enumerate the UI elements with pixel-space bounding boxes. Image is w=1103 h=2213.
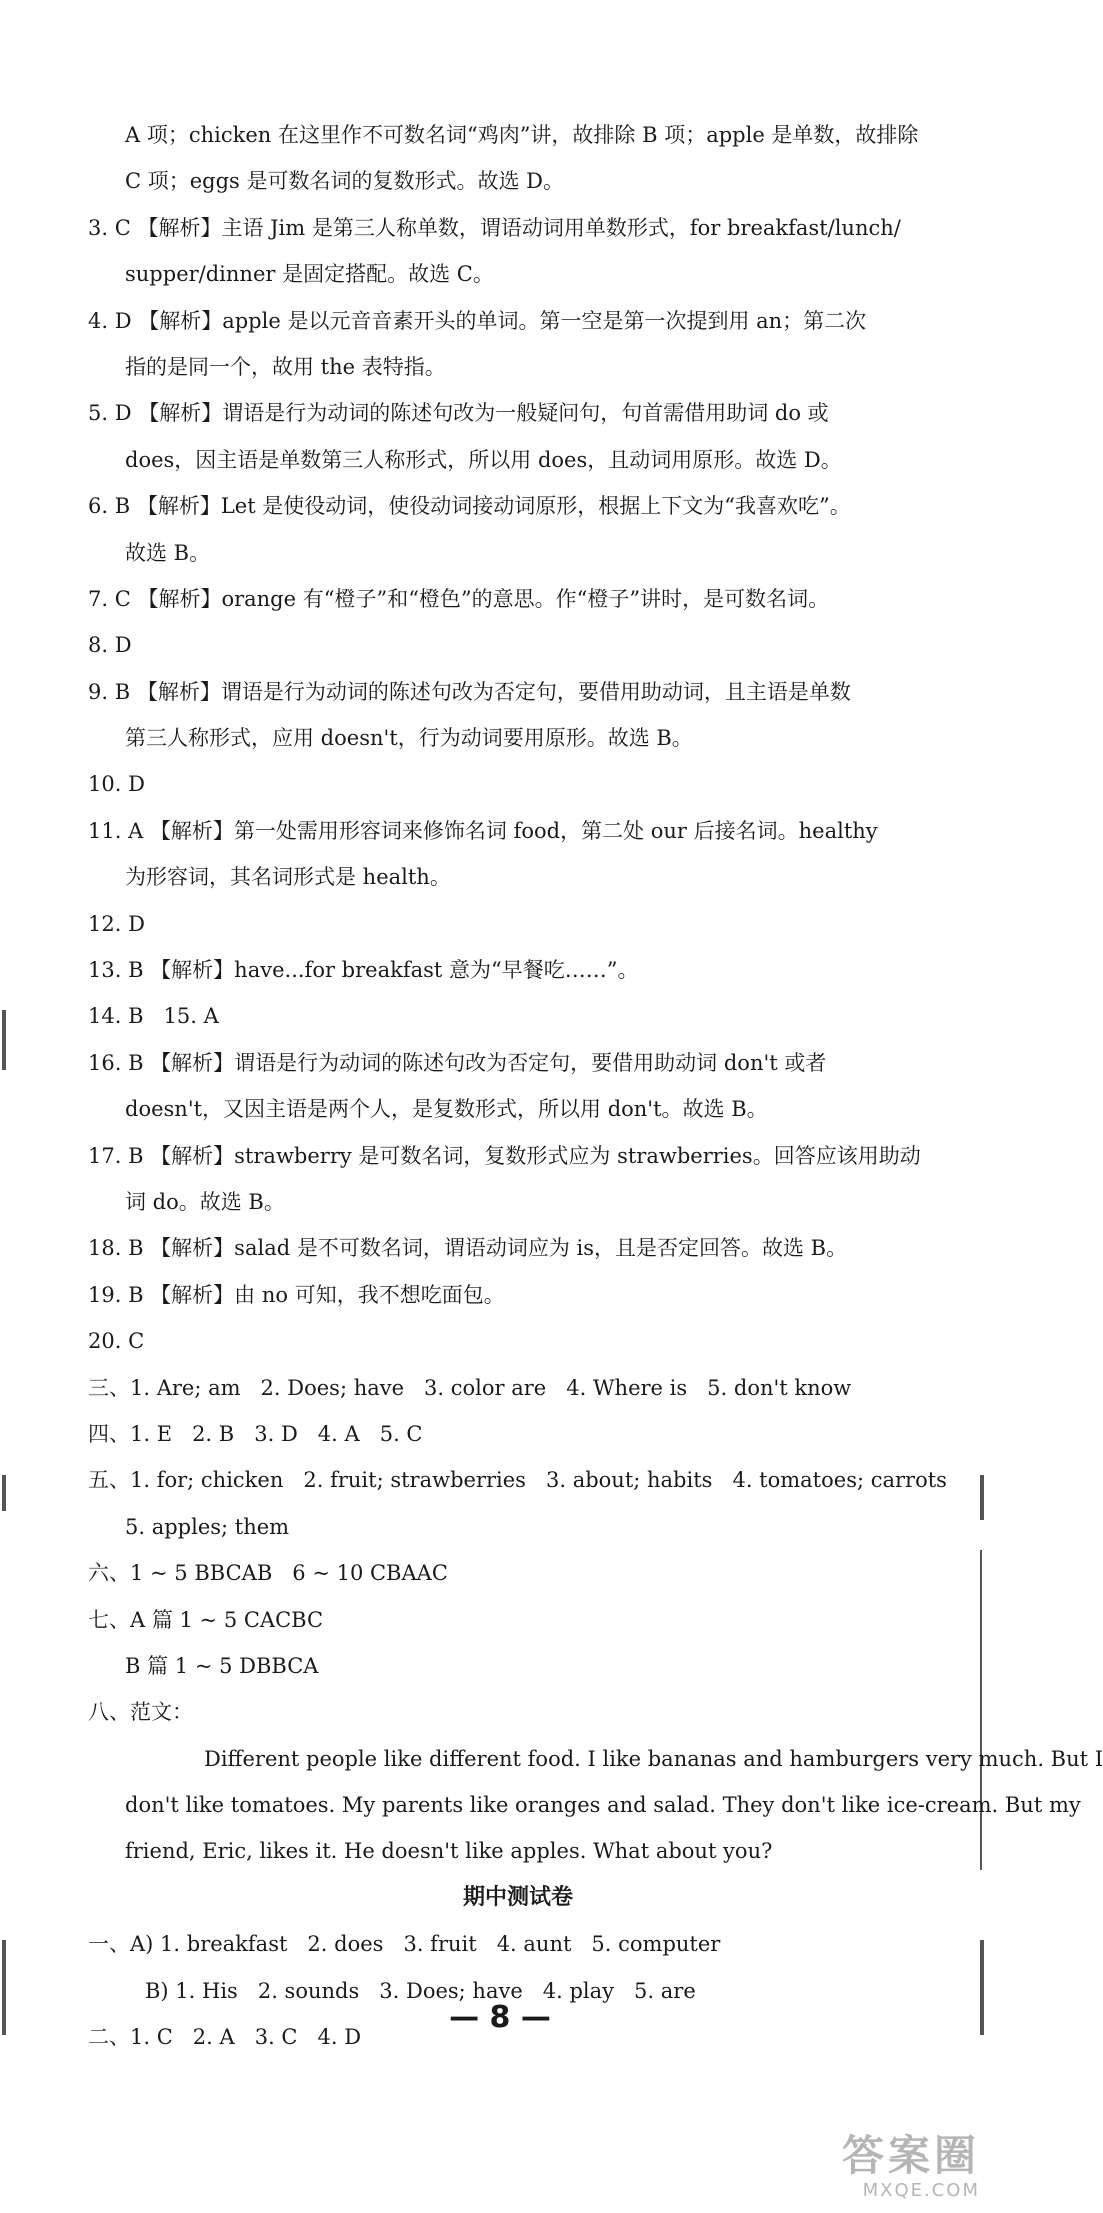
- section-heading: 期中测试卷: [462, 1884, 573, 1910]
- text-line: 八、范文：: [88, 1700, 193, 1725]
- text-line: C 项；eggs 是可数名词的复数形式。故选 D。: [125, 169, 565, 194]
- text-line: 5. D 【解析】谓语是行为动词的陈述句改为一般疑问句，句首需借用助词 do 或: [88, 401, 829, 426]
- text-line: 七、A 篇 1 ~ 5 CACBC: [88, 1607, 324, 1632]
- text-line: 三、1. Are; am 2. Does; have 3. color are 4. Where is 5. don't know: [88, 1375, 852, 1400]
- text-line: 9. B 【解析】谓语是行为动词的陈述句改为否定句，要借用助动词，且主语是单数: [88, 679, 851, 704]
- text-line: 20. C: [88, 1329, 145, 1354]
- text-line: 故选 B。: [125, 540, 211, 565]
- text-line: 19. B 【解析】由 no 可知，我不想吃面包。: [88, 1282, 505, 1307]
- text-line: Different people like different food. I like bananas and hamburgers very much. But I: [204, 1746, 1103, 1771]
- text-line: 13. B 【解析】have...for breakfast 意为“早餐吃……”。: [88, 958, 639, 983]
- text-line: 16. B 【解析】谓语是行为动词的陈述句改为否定句，要借用助动词 don't 或者: [88, 1050, 827, 1075]
- text-line: 6. B 【解析】Let 是使役动词，使役动词接动词原形，根据上下文为“我喜欢吃”。: [88, 494, 851, 519]
- text-line: 10. D: [88, 772, 145, 797]
- page-number: — 8 —: [449, 2000, 551, 2035]
- site-watermark: [842, 2132, 980, 2201]
- text-line: 四、1. E 2. B 3. D 4. A 5. C: [88, 1421, 423, 1446]
- left-binding-edge: [2, 0, 20, 2213]
- text-line: doesn't，又因主语是两个人，是复数形式，所以用 don't。故选 B。: [125, 1097, 768, 1122]
- text-line: 第三人称形式，应用 doesn't，行为动词要用原形。故选 B。: [125, 726, 693, 751]
- text-line: 12. D: [88, 911, 145, 936]
- text-line: 17. B 【解析】strawberry 是可数名词，复数形式应为 strawberries。回答应该用助动: [88, 1143, 921, 1168]
- text-line: 4. D 【解析】apple 是以元音音素开头的单词。第一空是第一次提到用 an；第二次: [88, 308, 867, 333]
- answer-text-block: [88, 112, 1103, 2060]
- watermark-url: MXQE.COM: [862, 2180, 980, 2201]
- text-line: don't like tomatoes. My parents like oranges and salad. They don't like ice-cream. But my: [125, 1793, 1081, 1818]
- text-line: 18. B 【解析】salad 是不可数名词，谓语动词应为 is，且是否定回答。故选 B。: [88, 1236, 848, 1261]
- text-line: 指的是同一个，故用 the 表特指。: [125, 354, 446, 379]
- text-line: 8. D: [88, 633, 132, 658]
- text-line: B) 1. His 2. sounds 3. Does; have 4. play 5. are: [145, 1978, 696, 2003]
- text-line: 一、A) 1. breakfast 2. does 3. fruit 4. aunt 5. computer: [88, 1932, 721, 1957]
- text-line: B 篇 1 ~ 5 DBBCA: [125, 1653, 319, 1678]
- text-line: 14. B 15. A: [88, 1004, 219, 1029]
- text-line: 7. C 【解析】orange 有“橙子”和“橙色”的意思。作“橙子”讲时，是可数名词。: [88, 586, 830, 611]
- text-line: 词 do。故选 B。: [125, 1189, 285, 1214]
- text-line: 六、1 ~ 5 BBCAB 6 ~ 10 CBAAC: [88, 1561, 448, 1586]
- text-line: 11. A 【解析】第一处需用形容词来修饰名词 food，第二处 our 后接名词。healthy: [88, 818, 878, 843]
- text-line: 二、1. C 2. A 3. C 4. D: [88, 2025, 362, 2050]
- text-line: does，因主语是单数第三人称形式，所以用 does，且动词用原形。故选 D。: [125, 447, 842, 472]
- text-line: supper/dinner 是固定搭配。故选 C。: [125, 262, 494, 287]
- text-line: friend, Eric, likes it. He doesn't like apples. What about you?: [125, 1839, 773, 1864]
- right-binding-edge: [980, 0, 998, 2213]
- text-line: 五、1. for; chicken 2. fruit; strawberries 3. about; habits 4. tomatoes; carrots: [88, 1468, 947, 1493]
- text-line: 为形容词，其名词形式是 health。: [125, 865, 451, 890]
- text-line: 3. C 【解析】主语 Jim 是第三人称单数，谓语动词用单数形式，for breakfast/lunch/: [88, 215, 901, 240]
- watermark-logo-text: 答案圈: [841, 2131, 980, 2180]
- text-line: 5. apples; them: [125, 1514, 290, 1539]
- text-line: A 项；chicken 在这里作不可数名词“鸡肉”讲，故排除 B 项；apple 是单数，故排除: [125, 123, 919, 147]
